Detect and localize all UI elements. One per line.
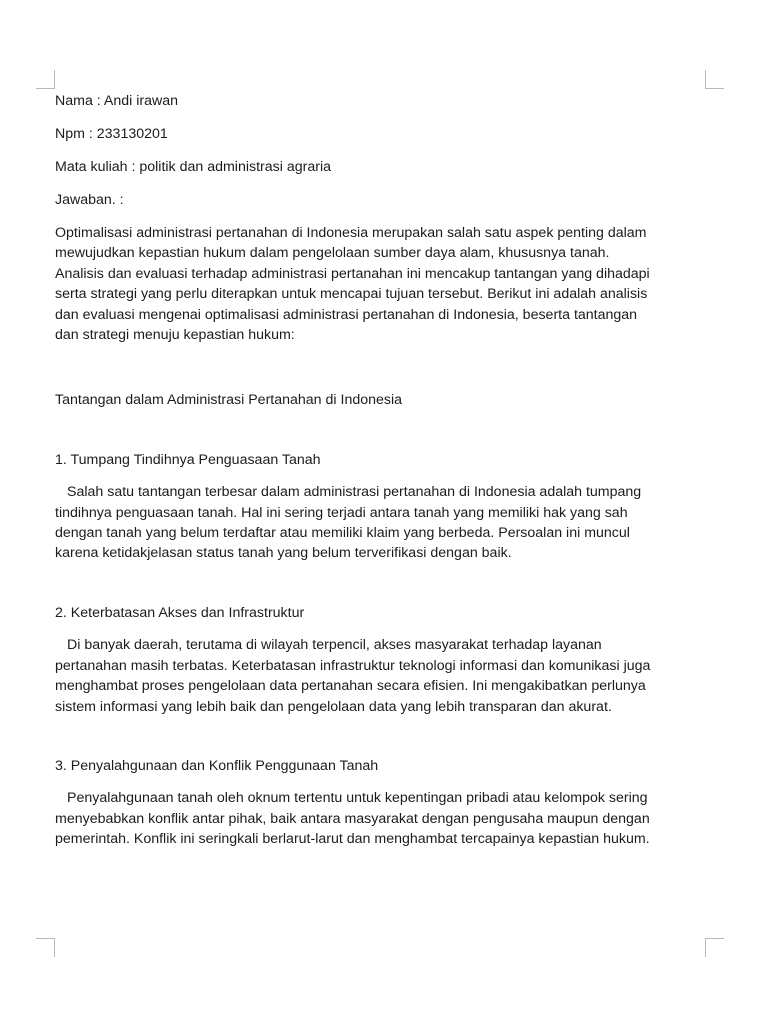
intro-line: serta strategi yang perlu diterapkan untuk mencapai tujuan tersebut. Berikut ini adalah analisis bbox=[55, 286, 648, 303]
section-2-line: pertanahan masih terbatas. Keterbatasan infrastruktur teknologi informasi dan komunikasi juga bbox=[55, 657, 651, 674]
section-1-line: karena ketidakjelasan status tanah yang belum terverifikasi dengan baik. bbox=[55, 545, 512, 562]
intro-paragraph bbox=[55, 223, 715, 345]
section-2-line: Di banyak daerah, terutama di wilayah terpencil, akses masyarakat terhadap layanan bbox=[67, 637, 602, 654]
section-3-heading: 3. Penyalahgunaan dan Konflik Penggunaan Tanah bbox=[55, 757, 379, 774]
section-1-paragraph bbox=[55, 482, 715, 564]
crop-mark-top-right bbox=[705, 70, 724, 89]
crop-mark-bottom-right bbox=[705, 938, 724, 957]
section-2-line: sistem informasi yang lebih baik dan pengelolaan data yang lebih transparan dan akurat. bbox=[55, 698, 612, 715]
section-3-line: Penyalahgunaan tanah oleh oknum tertentu untuk kepentingan pribadi atau kelompok sering bbox=[67, 790, 648, 807]
main-heading: Tantangan dalam Administrasi Pertanahan di Indonesia bbox=[55, 392, 403, 409]
section-1-line: Salah satu tantangan terbesar dalam administrasi pertanahan di Indonesia adalah tumpang bbox=[67, 484, 642, 501]
course-name: Mata kuliah : politik dan administrasi agraria bbox=[55, 159, 331, 175]
section-1-line: tindihnya penguasaan tanah. Hal ini sering terjadi antara tanah yang memiliki hak yang sah bbox=[55, 504, 628, 521]
student-npm: Npm : 233130201 bbox=[55, 126, 168, 142]
section-1-heading: 1. Tumpang Tindihnya Penguasaan Tanah bbox=[55, 451, 321, 468]
section-2-heading: 2. Keterbatasan Akses dan Infrastruktur bbox=[55, 604, 305, 621]
student-name: Nama : Andi irawan bbox=[55, 93, 179, 109]
section-2-paragraph bbox=[55, 635, 715, 717]
section-1-line: dengan tanah yang belum terdaftar atau memiliki klaim yang berbeda. Persoalan ini muncul bbox=[55, 525, 630, 542]
section-2-line: menghambat proses pengelolaan data pertanahan secara efisien. Ini mengakibatkan perlunya bbox=[55, 678, 646, 695]
intro-line: dan evaluasi mengenai optimalisasi administrasi pertanahan di Indonesia, beserta tantangan bbox=[55, 306, 638, 323]
intro-line: Analisis dan evaluasi terhadap administrasi pertanahan ini mencakup tantangan yang dihadapi bbox=[55, 265, 650, 282]
crop-mark-top-left bbox=[36, 70, 55, 89]
document-body bbox=[55, 91, 715, 850]
answer-label: Jawaban. : bbox=[55, 192, 124, 208]
intro-line: dan strategi menuju kepastian hukum: bbox=[55, 327, 295, 344]
intro-line: Optimalisasi administrasi pertanahan di Indonesia merupakan salah satu aspek penting dalam bbox=[55, 225, 647, 241]
intro-line: mewujudkan kepastian hukum dalam pengelolaan sumber daya alam, khususnya tanah. bbox=[55, 245, 610, 262]
section-3-line: menyebabkan konflik antar pihak, baik antara masyarakat dengan pengusaha maupun dengan bbox=[55, 810, 650, 827]
crop-mark-bottom-left bbox=[36, 938, 55, 957]
section-3-paragraph bbox=[55, 788, 715, 849]
section-3-line: pemerintah. Konflik ini seringkali berlarut-larut dan menghambat tercapainya kepastian hukum. bbox=[55, 831, 650, 848]
